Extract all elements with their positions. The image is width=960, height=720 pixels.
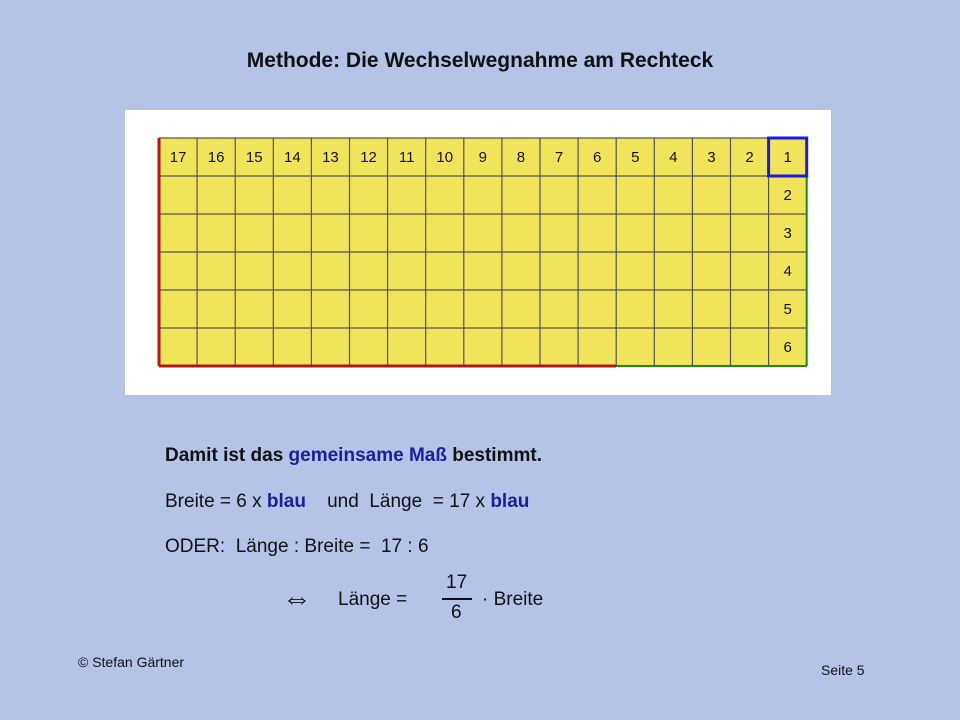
column-label: 4: [669, 149, 678, 166]
column-label: 9: [478, 149, 488, 166]
copyright: © Stefan Gärtner: [78, 654, 185, 670]
row-label: 2: [783, 187, 792, 204]
column-label: 14: [284, 149, 301, 166]
length-label: Länge =: [338, 589, 408, 610]
row-label: 5: [783, 301, 792, 318]
fraction-bar: [442, 598, 472, 600]
column-label: 1: [783, 149, 792, 166]
common-measure-highlight: gemeinsame Maß: [288, 445, 447, 466]
measure-equation: [165, 491, 529, 513]
column-label: 10: [436, 149, 454, 166]
rectangle-figure: [125, 110, 831, 395]
column-label: 5: [631, 149, 640, 166]
column-label: 8: [516, 149, 526, 166]
column-label: 16: [207, 149, 225, 166]
width-equation: Breite = 6 x: [165, 491, 267, 512]
row-label: 4: [783, 263, 792, 280]
column-label: 7: [554, 149, 564, 166]
column-label: 11: [398, 149, 415, 166]
column-label: 6: [592, 149, 602, 166]
result-text-end: bestimmt.: [446, 445, 542, 466]
length-equation: und Länge = 17 x: [305, 491, 491, 512]
row-label: 3: [783, 225, 792, 242]
row-label: 6: [783, 339, 792, 356]
fraction-denominator: 6: [451, 602, 462, 623]
column-label: 13: [322, 149, 339, 166]
slide-title: Methode: Die Wechselwegnahme am Rechteck: [246, 49, 714, 72]
fraction-numerator: 17: [446, 572, 468, 593]
result-text-start: Damit ist das: [165, 445, 289, 466]
column-label: 12: [360, 149, 377, 166]
page-number: Seite 5: [821, 662, 865, 678]
equivalence-arrow-icon: ⇔: [282, 582, 312, 615]
result-sentence: [165, 445, 542, 467]
column-label: 17: [169, 149, 187, 166]
ratio-equation: ODER: Länge : Breite = 17 : 6: [165, 536, 429, 557]
grid-diagram: [125, 110, 831, 395]
column-label: 2: [745, 149, 754, 166]
column-label: 15: [245, 149, 263, 166]
blue-unit-label-2: blau: [490, 491, 530, 512]
blue-unit-label: blau: [266, 491, 306, 512]
times-width-label: · Breite: [482, 589, 544, 610]
column-label: 3: [707, 149, 716, 166]
